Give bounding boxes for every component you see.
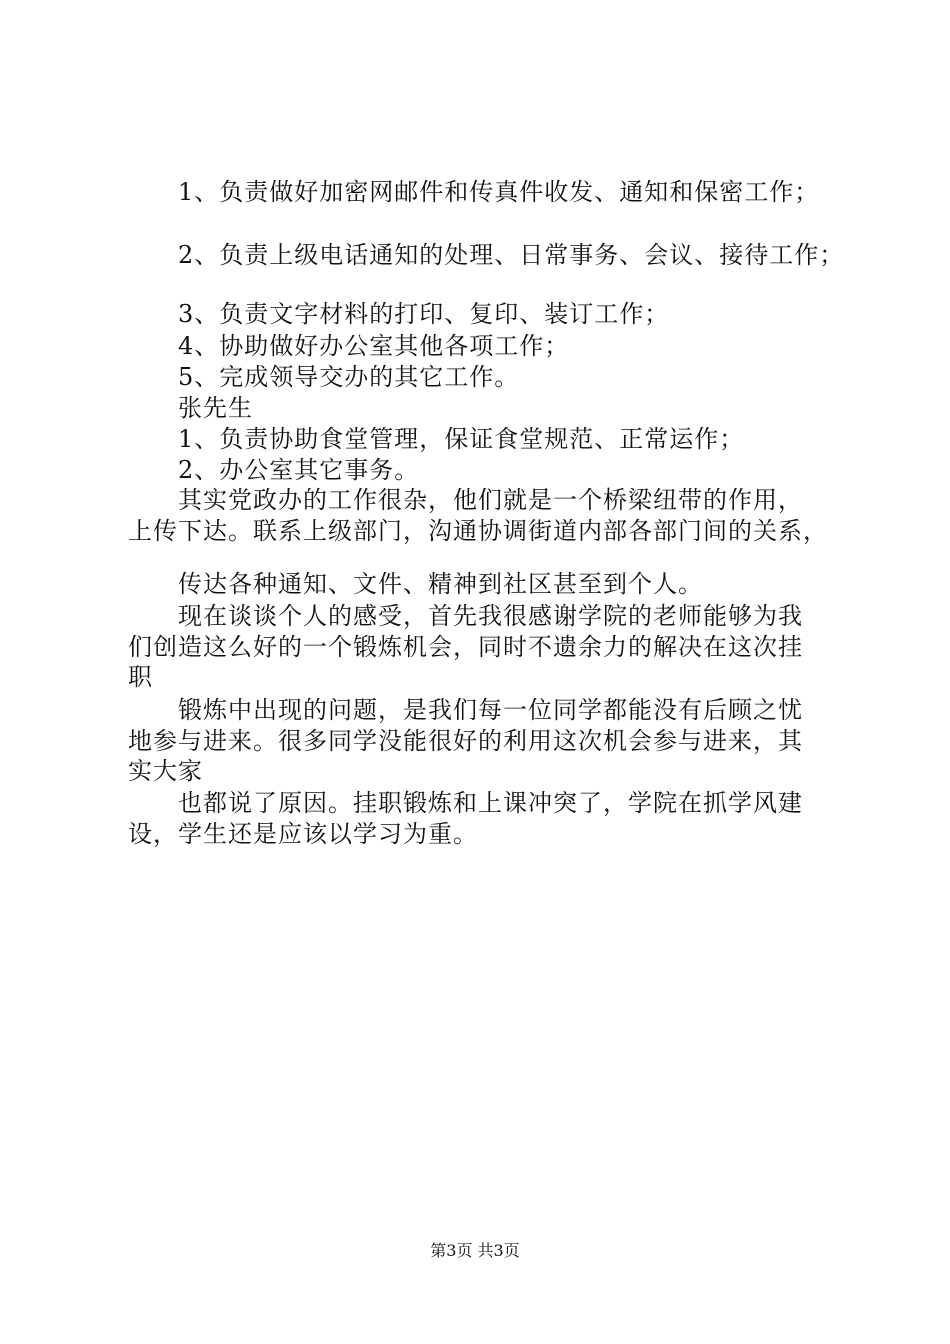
text-line-3: 3、负责文字材料的打印、复印、装订工作； — [178, 300, 670, 328]
text-line-16: 地参与进来。很多同学没能很好的利用这次机会参与进来，其 — [128, 727, 803, 755]
text-line-9: 其实党政办的工作很杂，他们就是一个桥梁纽带的作用， — [178, 486, 803, 514]
text-line-1: 1、负责做好加密网邮件和传真件收发、通知和保密工作； — [178, 178, 820, 206]
page-footer: 第3页 共3页 — [430, 1241, 520, 1260]
text-line-17: 实大家 — [128, 757, 203, 785]
text-line-15: 锻炼中出现的问题，是我们每一位同学都能没有后顾之忧 — [178, 696, 803, 724]
text-line-12: 现在谈谈个人的感受，首先我很感谢学院的老师能够为我 — [178, 602, 803, 630]
text-line-11: 传达各种通知、文件、精神到社区甚至到个人。 — [178, 570, 703, 598]
text-line-13: 们创造这么好的一个锻炼机会，同时不遗余力的解决在这次挂 — [128, 633, 803, 661]
text-line-10: 上传下达。联系上级部门，沟通协调街道内部各部门间的关系， — [128, 517, 828, 545]
text-line-19: 设，学生还是应该以学习为重。 — [128, 820, 478, 848]
text-line-14: 职 — [128, 663, 153, 691]
text-line-7: 1、负责协助食堂管理，保证食堂规范、正常运作； — [178, 425, 745, 453]
text-line-18: 也都说了原因。挂职锻炼和上课冲突了，学院在抓学风建 — [178, 789, 803, 817]
text-line-person-name: 张先生 — [178, 394, 253, 422]
text-line-5: 5、完成领导交办的其它工作。 — [178, 363, 520, 391]
text-line-2: 2、负责上级电话通知的处理、日常事务、会议、接待工作； — [178, 241, 845, 269]
text-line-8: 2、办公室其它事务。 — [178, 456, 420, 484]
text-line-4: 4、协助做好办公室其他各项工作； — [178, 332, 570, 360]
